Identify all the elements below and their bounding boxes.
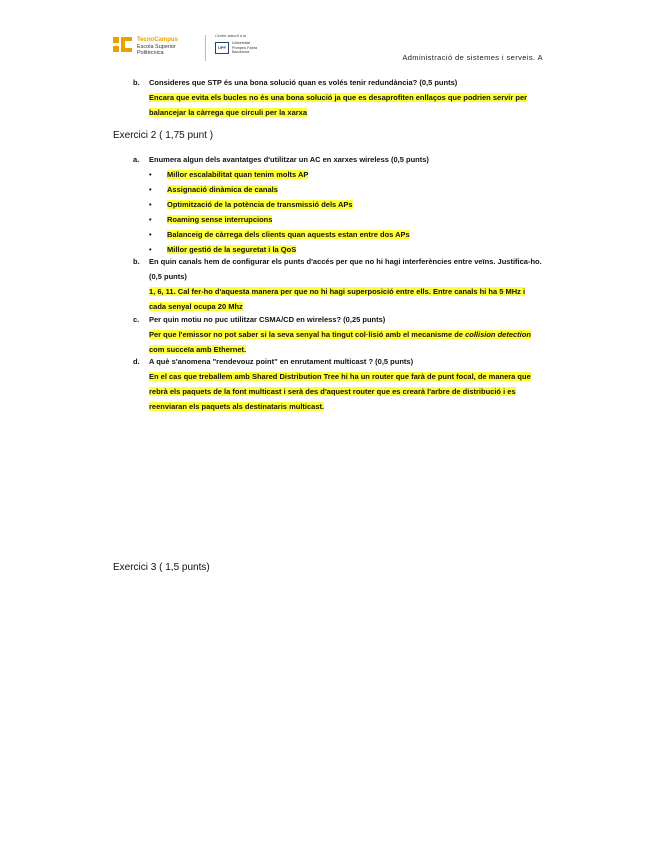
question-b-stp — [133, 75, 543, 120]
list-item: • Millor escalabilitat quan tenim molts AP — [149, 167, 543, 182]
list-item: • Millor gestió de la seguretat i la QoS — [149, 242, 543, 257]
exercise-3-title: Exercici 3 ( 1,5 punts) — [113, 562, 210, 573]
bullet-icon: • — [149, 185, 152, 194]
question-a-ac — [133, 152, 543, 257]
bullet-icon: • — [149, 245, 152, 254]
exercise-2-title: Exercici 2 ( 1,75 punt ) — [113, 130, 214, 141]
item-letter: a. — [133, 155, 140, 164]
item-letter: d. — [133, 357, 140, 366]
logo-line1: Escola Superior — [137, 43, 176, 50]
tecnocampus-mark-icon — [113, 37, 133, 53]
upf-line3: Barcelona — [232, 50, 250, 55]
list-item: • Assignació dinàmica de canals — [149, 182, 543, 197]
item-letter: c. — [133, 315, 140, 324]
answer-text: Per que l'emissor no pot saber si la seva senyal ha tingut col·lisió amb el mecanisme de collision detection com succeïa amb Ethernet. — [149, 330, 531, 354]
logo-line2: Politècnica — [137, 50, 164, 56]
answer-bullet-list — [149, 167, 543, 257]
question-text: En quin canals hem de configurar els punts d'accés per que no hi hagi interferències entre veïns. Justifica-ho. (0,5 punts) — [149, 257, 542, 281]
logo-divider — [205, 35, 206, 61]
answer-text: Encara que evita els bucles no és una bona solució ja que es desaprofiten enllaços que podrien servir per balancejar la càrrega que circuli per la xarxa — [149, 93, 528, 117]
list-item: • Optimització de la potència de transmissió dels APs — [149, 197, 543, 212]
question-text: Per quin motiu no puc utilitzar CSMA/CD en wireless? (0,25 punts) — [149, 315, 386, 324]
question-text: Enumera algun dels avantatges d'utilitzar un AC en xarxes wireless (0,5 punts) — [149, 155, 429, 164]
upf-caption: Centre adscrit a la — [215, 34, 246, 38]
question-text: A què s'anomena "rendevouz point" en enrutament multicast ? (0,5 punts) — [149, 357, 414, 366]
page-header — [0, 0, 655, 70]
question-c-csma — [133, 312, 543, 357]
bullet-icon: • — [149, 230, 152, 239]
course-title: Administració de sistemes i serveis. A — [402, 53, 543, 62]
question-text: Consideres que STP és una bona solució quan es volés tenir redundància? (0,5 punts) — [149, 78, 458, 87]
answer-text: En el cas que treballem amb Shared Distribution Tree hi ha un router que farà de punt focal, de manera que rebrà els paquets de la font multicast i serà des d'aquest router que es crearà l'arbre de distribució i es reenviaran els paquets als destinataris multicast. — [149, 372, 531, 411]
item-letter: b. — [133, 257, 140, 266]
upf-logo — [215, 34, 257, 55]
tecnocampus-logo — [113, 37, 178, 57]
list-item: • Roaming sense interrupcions — [149, 212, 543, 227]
upf-box-icon: UPF — [215, 42, 229, 54]
bullet-icon: • — [149, 200, 152, 209]
question-d-rendezvous — [133, 354, 543, 414]
bullet-icon: • — [149, 170, 152, 179]
answer-text: 1, 6, 11. Cal fer-ho d'aquesta manera per que no hi hagi superposició entre ells. Entre canals hi ha 5 MHz i cada senyal ocupa 20 Mhz — [149, 287, 526, 311]
bullet-icon: • — [149, 215, 152, 224]
answer-emphasis: collision detection — [465, 330, 531, 339]
logo-brand: TecnoCampus — [137, 37, 178, 43]
question-b-channels — [133, 254, 543, 314]
upf-line1: Universitat — [232, 41, 250, 45]
upf-line2: Pompeu Fabra — [232, 45, 258, 50]
list-item: • Balanceig de càrrega dels clients quan aquests estan entre dos APs — [149, 227, 543, 242]
item-letter: b. — [133, 78, 140, 87]
